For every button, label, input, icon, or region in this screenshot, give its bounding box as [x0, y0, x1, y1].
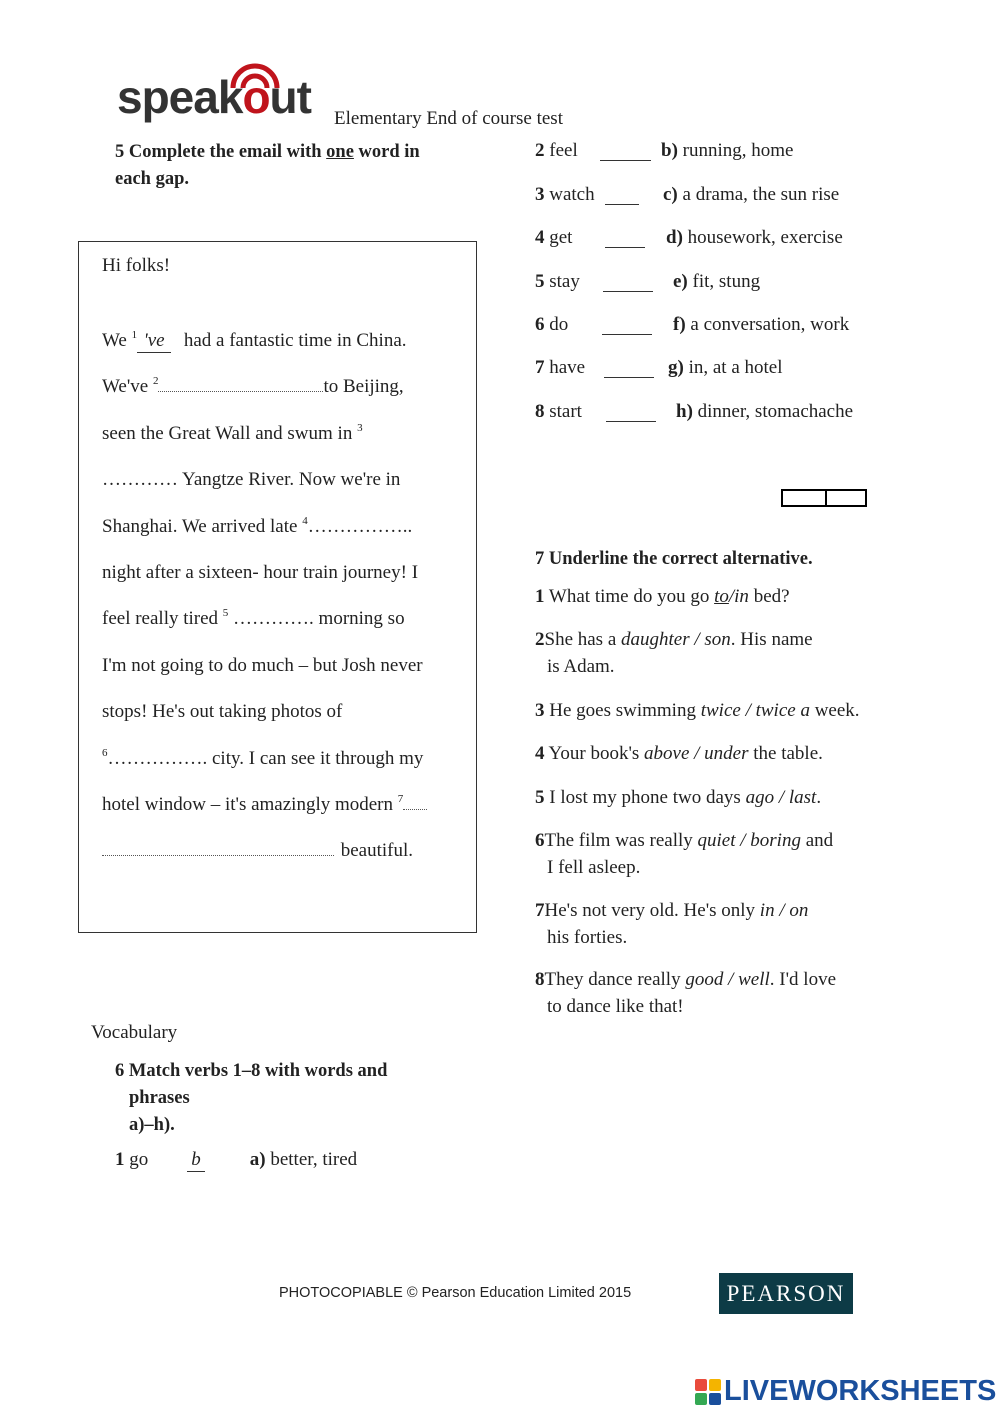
email-greeting: Hi folks! [102, 255, 171, 276]
logo-text-speak: speak [117, 71, 243, 123]
match-row-7: 7 have g) in, at a hotel [535, 357, 783, 378]
email-line-8: I'm not going to do much – but Josh never [102, 655, 423, 676]
task7-q4: 4 Your book's above / under the table. [535, 743, 823, 764]
match-1-answer[interactable]: b [187, 1149, 205, 1172]
email-line-9: stops! He's out taking photos of [102, 701, 343, 722]
email-line-12: beautiful. [102, 840, 413, 862]
match-row-5: 5 stay e) fit, stung [535, 271, 761, 292]
email-line-3: seen the Great Wall and swum in $^3$ [102, 422, 363, 444]
logo-text-o: o [242, 71, 270, 123]
gap-7-continuation[interactable] [102, 841, 334, 856]
q8-options[interactable]: good / well [685, 969, 770, 990]
email-line-1: We $^1$ 've had a fantastic time in China. [102, 329, 407, 351]
match-row-1: 1 go b a) better, tired [115, 1149, 358, 1170]
match-5-input[interactable] [603, 279, 653, 292]
q2-options[interactable]: daughter / son [621, 629, 731, 650]
email-line-4: ………… Yangtze River. Now we're in [102, 469, 401, 490]
gap-3-number: 3 [357, 422, 363, 434]
gap-2-input[interactable] [158, 377, 323, 392]
email-line-5: Shanghai. We arrived late $^4$…………….. [102, 515, 413, 537]
liveworksheets-icon [695, 1379, 721, 1405]
task7-q7: 7He's not very old. He's only in / on his forties. [535, 900, 809, 948]
match-7-input[interactable] [604, 365, 654, 378]
email-line-11: hotel window – it's amazingly modern $^7$ [102, 794, 427, 816]
task7-q3: 3 He goes swimming twice / twice a week. [535, 700, 860, 721]
match-row-4: 4 get d) housework, exercise [535, 227, 843, 248]
pearson-logo: PEARSON [719, 1273, 853, 1314]
match-row-3: 3 watch c) a drama, the sun rise [535, 184, 840, 205]
speakout-logo [115, 60, 330, 130]
q3-options[interactable]: twice / twice a [700, 700, 810, 721]
task7-q5: 5 I lost my phone two days ago / last. [535, 787, 822, 808]
score-box [781, 489, 867, 507]
match-8-input[interactable] [606, 409, 656, 422]
task7-q8: 8They dance really good / well. I'd love to dance like that! [535, 969, 837, 1017]
q1-option-in[interactable]: in [734, 586, 749, 607]
task6-title: 6 Match verbs 1–8 with words and phrases a)–h). [115, 1061, 388, 1135]
match-6-input[interactable] [602, 322, 652, 335]
gap-4-input[interactable]: …………….. [307, 516, 413, 537]
gap-7-input[interactable] [403, 795, 427, 810]
q7-options[interactable]: in / on [759, 900, 809, 921]
vocabulary-heading: Vocabulary [91, 1022, 178, 1043]
gap-6-input[interactable]: ……………. city. I can see it through my [107, 748, 424, 769]
copyright-text: PHOTOCOPIABLE © Pearson Education Limited 2015 [279, 1285, 632, 1301]
match-4-input[interactable] [605, 235, 645, 248]
email-line-7: feel really tired $^5$ …………. morning so [102, 607, 405, 629]
test-subtitle: Elementary End of course test [334, 108, 563, 129]
match-row-2: 2 feel b) running, home [535, 140, 794, 161]
task7-q2: 2She has a daughter / son. His name is Adam. [535, 629, 813, 677]
gap-1-answer[interactable]: 've [137, 330, 171, 353]
logo-text-ut: ut [269, 71, 311, 123]
q1-option-to[interactable]: to [714, 586, 729, 607]
liveworksheets-brand [695, 1375, 996, 1408]
match-2-input[interactable] [600, 148, 651, 161]
task5-title: 5 Complete the email with one word in each gap. [115, 142, 420, 189]
task7-q1: 1 What time do you go to/in bed? [535, 586, 790, 607]
gap-5-input[interactable]: …………. morning so [233, 608, 405, 629]
task7-title: 7 Underline the correct alternative. [535, 549, 813, 569]
q5-options[interactable]: ago / last [745, 787, 817, 808]
match-row-8: 8 start h) dinner, stomachache [535, 401, 854, 422]
match-row-6: 6 do f) a conversation, work [535, 314, 850, 335]
match-3-input[interactable] [605, 192, 639, 205]
email-line-10: $^6$……………. city. I can see it through my [102, 747, 424, 769]
email-line-2: We've $^2$ to Beijing, [102, 375, 404, 397]
q4-options[interactable]: above / under [644, 743, 749, 764]
q6-options[interactable]: quiet / boring [697, 830, 801, 851]
liveworksheets-text: LIVEWORKSHEETS [724, 1375, 997, 1407]
email-line-6: night after a sixteen- hour train journey! I [102, 562, 419, 583]
task7-q6: 6The film was really quiet / boring and I fell asleep. [535, 830, 834, 878]
